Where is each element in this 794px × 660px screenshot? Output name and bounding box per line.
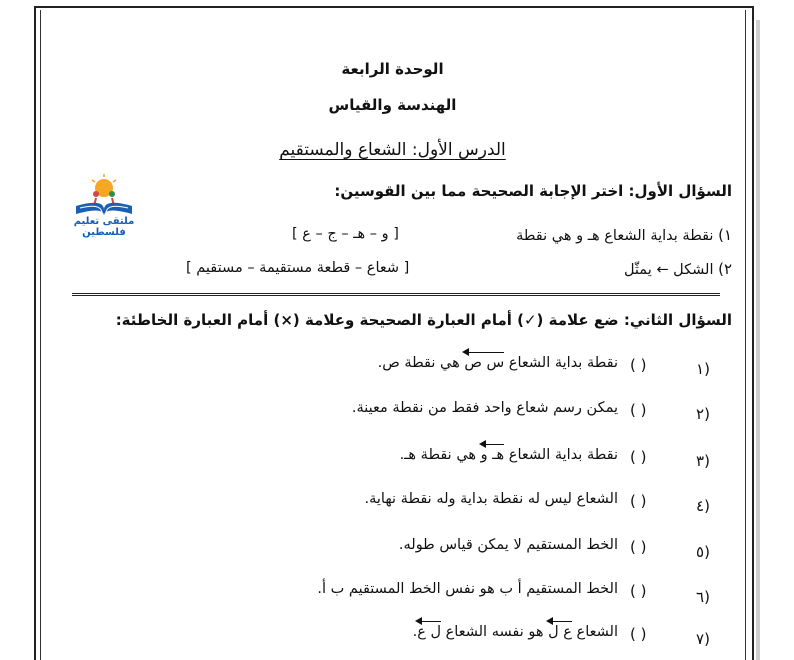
q2-item-3-text bbox=[400, 447, 618, 463]
ray-symbol: س ص bbox=[464, 355, 505, 371]
q2-item-2-answer-box[interactable]: ( ) bbox=[630, 401, 647, 419]
q2-item-1-number: ١) bbox=[696, 360, 710, 378]
page-shadow bbox=[756, 20, 760, 660]
page-frame-right bbox=[752, 6, 754, 660]
q1-item-2-text: الشكل ← يمثّل bbox=[623, 262, 714, 278]
q2-item-1-answer-box[interactable]: ( ) bbox=[630, 356, 647, 374]
q1-heading: السؤال الأول: اختر الإجابة الصحيحة مما بين القوسين: bbox=[334, 182, 732, 200]
page-frame-left bbox=[34, 6, 36, 660]
q2-item-7-number: ٧) bbox=[696, 630, 710, 648]
q1-item-1-options: [ و – هـ – ج – ع ] bbox=[292, 226, 399, 242]
q1-item-1-text-after: هي نقطة bbox=[516, 228, 572, 244]
q2-heading: السؤال الثاني: ضع علامة (✓) أمام العبارة الصحيحة وعلامة (×) أمام العبارة الخاطئة: bbox=[115, 311, 732, 329]
q2-item-6-answer-box[interactable]: ( ) bbox=[630, 582, 647, 600]
q2-item-5-answer-box[interactable]: ( ) bbox=[630, 538, 647, 556]
statement-text: هي نقطة هـ. bbox=[399, 447, 477, 463]
q1-item-2-options: [ شعاع – قطعة مستقيمة – مستقيم ] bbox=[186, 260, 410, 276]
statement-text: هو نفسه الشعاع bbox=[445, 624, 544, 640]
item-number: ١) bbox=[718, 226, 732, 244]
statement-text: نقطة بداية الشعاع bbox=[508, 355, 618, 371]
q1-item-2 bbox=[624, 260, 732, 278]
item-number: ٢) bbox=[718, 260, 732, 278]
q2-item-2-number: ٢) bbox=[696, 405, 710, 423]
q2-item-1-text bbox=[378, 355, 618, 371]
ray-symbol: هـ و bbox=[480, 447, 505, 463]
q2-item-6-number: ٦) bbox=[696, 588, 710, 606]
q2-item-4-text: الشعاع ليس له نقطة بداية وله نقطة نهاية. bbox=[364, 491, 618, 507]
logo-caption: ملتقى تعليم فلسطين bbox=[73, 216, 135, 238]
q2-item-3-number: ٣) bbox=[696, 452, 710, 470]
section-divider bbox=[72, 293, 720, 296]
q2-item-7-text bbox=[413, 624, 618, 640]
q2-item-6-text: الخط المستقيم أ ب هو نفس الخط المستقيم ب أ. bbox=[317, 581, 618, 597]
unit-title: الوحدة الرابعة bbox=[341, 60, 444, 78]
q1-item-1-ray: هـ و bbox=[576, 228, 600, 244]
statement-text: هي نقطة ص. bbox=[377, 355, 460, 371]
subject-title: الهندسة والقياس bbox=[328, 96, 457, 114]
q1-item-1 bbox=[516, 226, 732, 244]
q2-item-4-answer-box[interactable]: ( ) bbox=[630, 492, 647, 510]
q2-item-3-answer-box[interactable]: ( ) bbox=[630, 448, 647, 466]
q2-item-2-text: يمكن رسم شعاع واحد فقط من نقطة معينة. bbox=[351, 400, 618, 416]
page-frame-top bbox=[34, 6, 753, 8]
ray-symbol: ع ل bbox=[548, 624, 572, 640]
ray-symbol: ل ع bbox=[417, 624, 442, 640]
statement-text: الشعاع bbox=[576, 624, 618, 640]
q2-item-5-number: ٥) bbox=[696, 543, 710, 561]
q2-item-7-answer-box[interactable]: ( ) bbox=[630, 625, 647, 643]
statement-text: . bbox=[412, 624, 418, 640]
page-frame-right-inner bbox=[745, 10, 746, 660]
q1-item-1-text: نقطة بداية الشعاع bbox=[604, 228, 714, 244]
q2-item-5-text: الخط المستقيم لا يمكن قياس طوله. bbox=[398, 537, 618, 553]
lesson-title: الدرس الأول: الشعاع والمستقيم bbox=[279, 140, 506, 160]
statement-text: نقطة بداية الشعاع bbox=[508, 447, 618, 463]
q2-item-4-number: ٤) bbox=[696, 497, 710, 515]
